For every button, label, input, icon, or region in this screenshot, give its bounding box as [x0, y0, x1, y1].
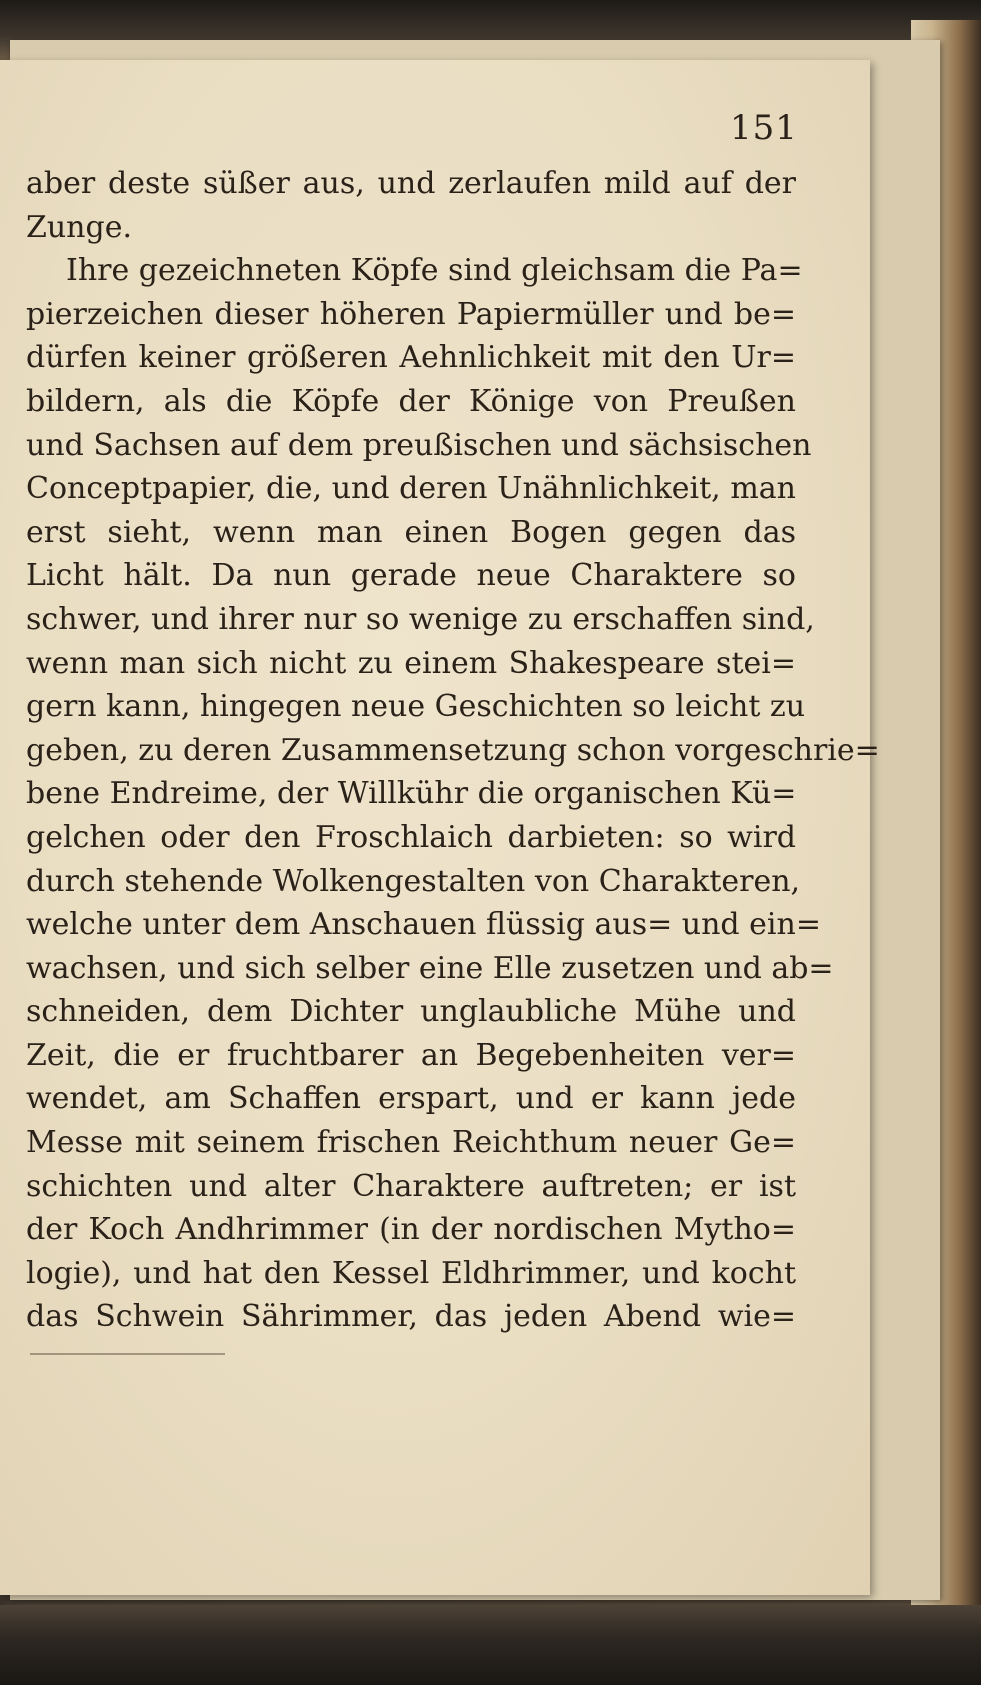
- text-line: Ihre gezeichneten Köpfe sind gleichsam die Pa=: [66, 253, 803, 289]
- text-line: geben, zu deren Zusammensetzung schon vorgeschrie=: [26, 732, 880, 768]
- text-line: wachsen, und sich selber eine Elle zusetzen und ab=: [26, 950, 834, 986]
- text-line: Conceptpapier, die, und deren Unähnlichkeit, man: [26, 471, 796, 507]
- page-number: 151: [730, 108, 798, 148]
- text-line: aber deste süßer aus, und zerlaufen mild auf der: [26, 166, 796, 201]
- text-line: Zunge.: [26, 209, 132, 245]
- text-line: schwer, und ihrer nur so wenige zu erschaffen sind,: [26, 601, 815, 637]
- text-line: schneiden, dem Dichter unglaubliche Mühe und: [26, 994, 796, 1030]
- text-line: gelchen oder den Froschlaich darbieten: so wird: [26, 819, 796, 855]
- text-line: erst sieht, wenn man einen Bogen gegen das: [26, 514, 796, 550]
- text-line: pierzeichen dieser höheren Papiermüller und be=: [26, 296, 796, 332]
- text-line: gern kann, hingegen neue Geschichten so leicht zu: [26, 689, 806, 725]
- book-bottom-edge: [0, 1605, 981, 1685]
- text-line: wendet, am Schaffen erspart, und er kann jede: [26, 1081, 796, 1117]
- body-text: [26, 162, 880, 1339]
- text-line: logie), und hat den Kessel Eldhrimmer, und kocht: [26, 1255, 796, 1291]
- text-line: durch stehende Wolkengestalten von Charakteren,: [26, 863, 801, 899]
- text-line: bildern, als die Köpfe der Könige von Preußen: [26, 383, 796, 419]
- text-line: und Sachsen auf dem preußischen und sächsischen: [26, 427, 812, 463]
- text-line: wenn man sich nicht zu einem Shakespeare stei=: [26, 645, 796, 681]
- text-line: Messe mit seinem frischen Reichthum neuer Ge=: [26, 1125, 796, 1161]
- text-line: bene Endreime, der Willkühr die organischen Kü=: [26, 776, 797, 812]
- text-line: der Koch Andhrimmer (in der nordischen Mytho=: [26, 1212, 796, 1248]
- text-line: dürfen keiner größeren Aehnlichkeit mit den Ur=: [26, 340, 796, 376]
- text-line: schichten und alter Charaktere auftreten; er ist: [26, 1168, 796, 1204]
- text-line: das Schwein Sährimmer, das jeden Abend wie=: [26, 1299, 796, 1335]
- text-line: welche unter dem Anschauen flüssig aus= und ein=: [26, 907, 821, 943]
- text-line: Licht hält. Da nun gerade neue Charaktere so: [26, 558, 796, 594]
- text-line: Zeit, die er fruchtbarer an Begebenheiten ver=: [26, 1037, 796, 1073]
- footer-rule: [30, 1353, 225, 1355]
